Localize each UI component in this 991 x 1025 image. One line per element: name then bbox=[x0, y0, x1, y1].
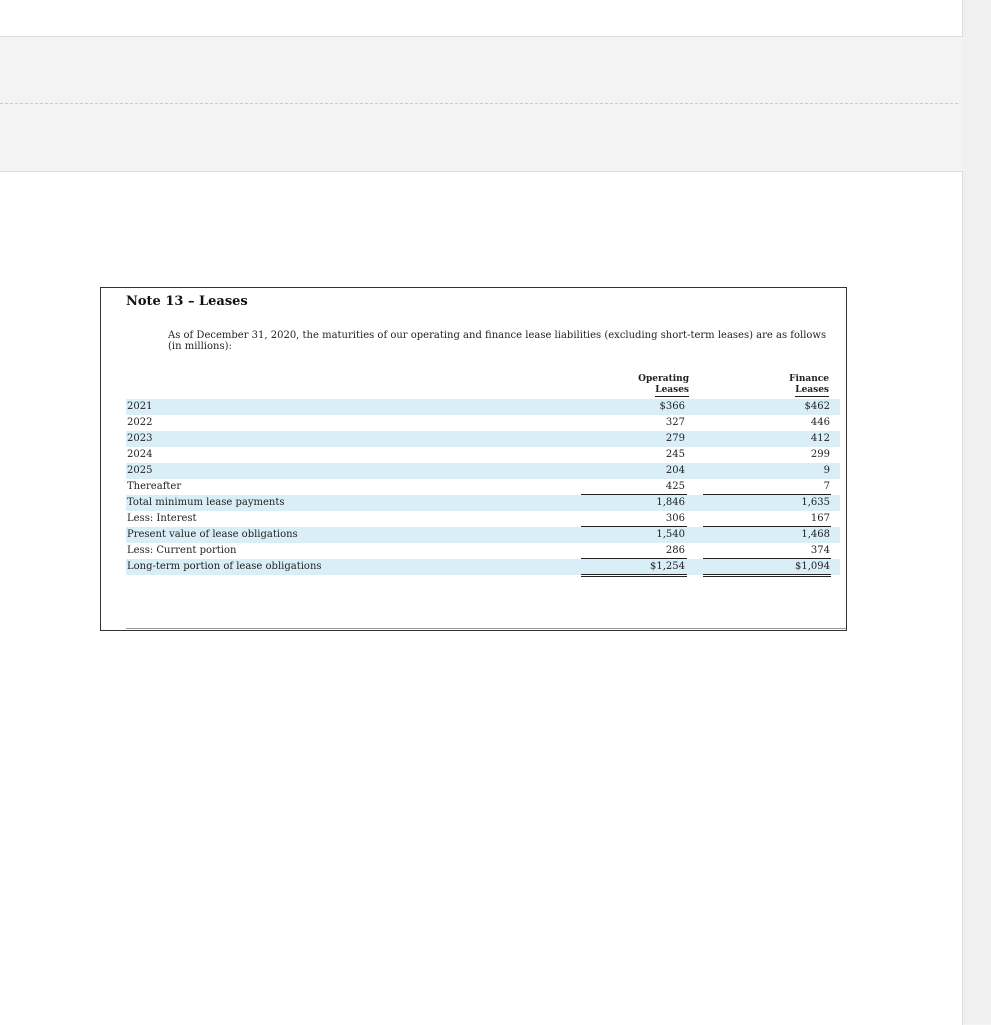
finance-value: $1,094 bbox=[795, 561, 830, 572]
table-row bbox=[126, 399, 840, 415]
operating-header-line2: Leases bbox=[655, 385, 689, 395]
bottom-divider bbox=[126, 628, 846, 629]
lease-note-image bbox=[100, 287, 847, 631]
row-label: Long-term portion of lease obligations bbox=[127, 561, 322, 572]
finance-total-rule bbox=[703, 574, 831, 575]
lease-table bbox=[126, 399, 840, 575]
dashed-divider bbox=[0, 103, 958, 104]
finance-subtotal-rule bbox=[703, 494, 831, 495]
operating-value: 1,846 bbox=[656, 497, 685, 508]
scrollbar-track[interactable] bbox=[963, 0, 991, 1024]
finance-current-rule bbox=[703, 558, 831, 559]
finance-value: 7 bbox=[823, 481, 830, 492]
row-label: 2023 bbox=[127, 433, 153, 444]
row-label: Less: Current portion bbox=[127, 545, 237, 556]
finance-value: 412 bbox=[810, 433, 830, 444]
operating-subtotal-rule bbox=[581, 494, 687, 495]
finance-value: $462 bbox=[804, 401, 830, 412]
finance-leases-header bbox=[704, 374, 829, 397]
operating-value: 245 bbox=[665, 449, 685, 460]
table-row bbox=[126, 415, 840, 431]
operating-header-line1: Operating bbox=[638, 374, 689, 384]
finance-value: 299 bbox=[810, 449, 830, 460]
finance-value: 1,635 bbox=[801, 497, 830, 508]
operating-value: 425 bbox=[665, 481, 685, 492]
table-row bbox=[126, 527, 840, 543]
row-label: Present value of lease obligations bbox=[127, 529, 298, 540]
row-label: 2021 bbox=[127, 401, 153, 412]
table-row bbox=[126, 495, 840, 511]
table-row bbox=[126, 447, 840, 463]
finance-value: 374 bbox=[810, 545, 830, 556]
row-label: Less: Interest bbox=[127, 513, 197, 524]
operating-value: $366 bbox=[659, 401, 685, 412]
operating-value: 279 bbox=[665, 433, 685, 444]
finance-interest-rule bbox=[703, 526, 831, 527]
row-label: Thereafter bbox=[127, 481, 182, 492]
table-row bbox=[126, 511, 840, 527]
operating-double-rule bbox=[581, 576, 687, 577]
intro-text: As of December 31, 2020, the maturities of our operating and finance lease liabilities (excluding short-term leases) are as follows (in millions): bbox=[168, 330, 827, 352]
finance-value: 9 bbox=[823, 465, 830, 476]
table-row bbox=[126, 431, 840, 447]
note-title: Note 13 – Leases bbox=[126, 294, 248, 309]
row-label: 2022 bbox=[127, 417, 153, 428]
operating-value: $1,254 bbox=[650, 561, 685, 572]
operating-value: 204 bbox=[665, 465, 685, 476]
finance-value: 167 bbox=[810, 513, 830, 524]
operating-value: 1,540 bbox=[656, 529, 685, 540]
row-label: 2025 bbox=[127, 465, 153, 476]
finance-value: 1,468 bbox=[801, 529, 830, 540]
row-label: Total minimum lease payments bbox=[127, 497, 285, 508]
table-row bbox=[126, 559, 840, 575]
operating-value: 327 bbox=[665, 417, 685, 428]
operating-leases-header bbox=[584, 374, 689, 397]
operating-value: 286 bbox=[665, 545, 685, 556]
table-row bbox=[126, 479, 840, 495]
table-row bbox=[126, 543, 840, 559]
row-label: 2024 bbox=[127, 449, 153, 460]
finance-header-line1: Finance bbox=[789, 374, 829, 384]
finance-double-rule bbox=[703, 576, 831, 577]
table-row bbox=[126, 463, 840, 479]
operating-interest-rule bbox=[581, 526, 687, 527]
finance-header-line2: Leases bbox=[795, 385, 829, 395]
top-panel bbox=[0, 0, 963, 37]
operating-total-rule bbox=[581, 574, 687, 575]
finance-value: 446 bbox=[810, 417, 830, 428]
operating-current-rule bbox=[581, 558, 687, 559]
operating-value: 306 bbox=[665, 513, 685, 524]
